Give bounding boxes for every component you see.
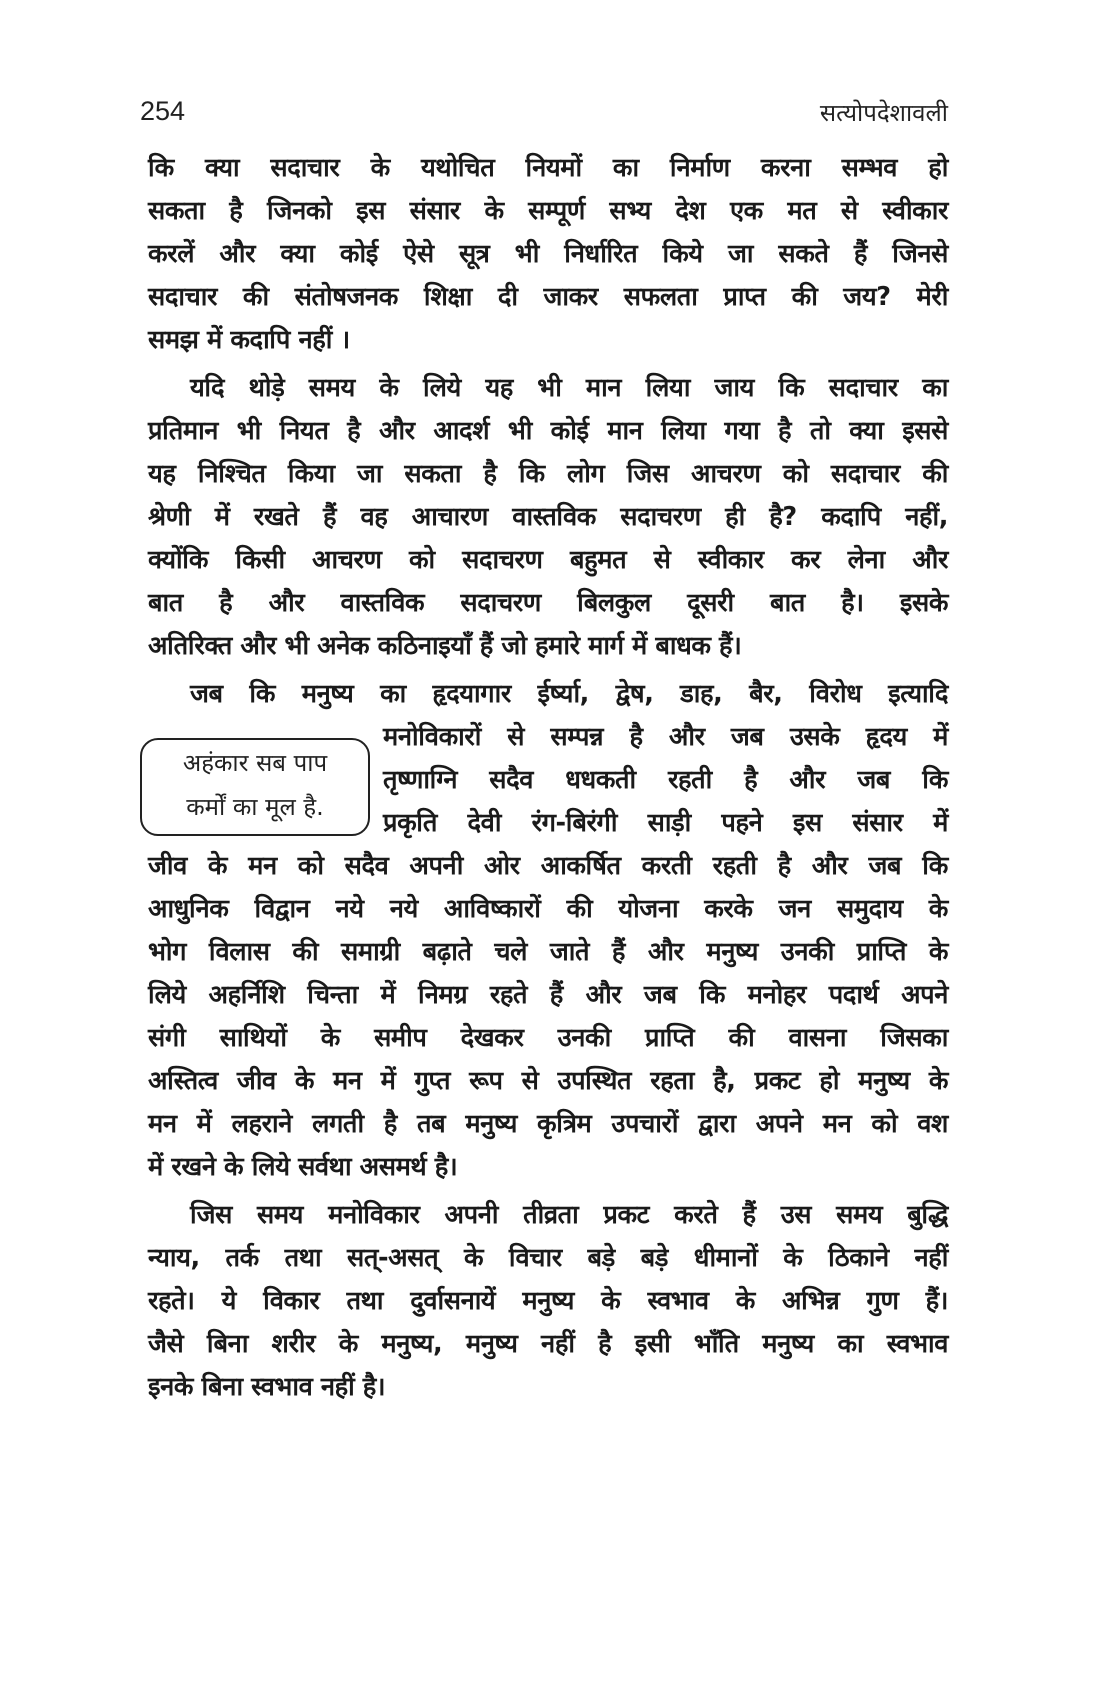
text-line: क्योंकि किसी आचरण को सदाचरण बहुमत से स्वीकार कर लेना और [148, 545, 948, 575]
text-line: आधुनिक विद्वान नये नये आविष्कारों की योजना करके जन समुदाय के [148, 894, 948, 924]
text-line: मनोविकारों से सम्पन्न है और जब उसके हृदय में [383, 722, 948, 752]
text-line: तृष्णाग्नि सदैव धधकती रहती है और जब कि [383, 765, 948, 795]
text-line: श्रेणी में रखते हैं वह आचारण वास्तविक सदाचरण ही है? कदापि नहीं, [148, 502, 948, 532]
text-line: समझ में कदापि नहीं । [148, 325, 350, 355]
text-line: भोग विलास की समाग्री बढ़ाते चले जाते हैं और मनुष्य उनकी प्राप्ति के [148, 937, 948, 967]
text-line: यदि थोड़े समय के लिये यह भी मान लिया जाय कि सदाचार का [190, 373, 948, 403]
text-line: जैसे बिना शरीर के मनुष्य, मनुष्य नहीं है इसी भाँति मनुष्य का स्वभाव [148, 1329, 948, 1359]
text-line: करलें और क्या कोई ऐसे सूत्र भी निर्धारित किये जा सकते हैं जिनसे [148, 239, 948, 269]
text-line: अस्तित्व जीव के मन में गुप्त रूप से उपस्थित रहता है, प्रकट हो मनुष्य के [148, 1066, 948, 1096]
margin-callout-box [140, 738, 370, 836]
text-line: बात है और वास्तविक सदाचरण बिलकुल दूसरी बात है। इसके [148, 588, 948, 618]
page-number: 254 [140, 96, 186, 126]
text-line: में रखने के लिये सर्वथा असमर्थ है। [148, 1152, 458, 1182]
text-line: जब कि मनुष्य का हृदयागार ईर्ष्या, द्वेष, डाह, बैर, विरोध इत्यादि [190, 679, 948, 709]
text-line: प्रकृति देवी रंग-बिरंगी साड़ी पहने इस संसार में [383, 808, 948, 838]
text-line: सदाचार की संतोषजनक शिक्षा दी जाकर सफलता प्राप्त की जय? मेरी [148, 282, 948, 312]
text-line: न्याय, तर्क तथा सत्-असत् के विचार बड़े बड़े धीमानों के ठिकाने नहीं [148, 1243, 948, 1273]
text-line: कि क्या सदाचार के यथोचित नियमों का निर्माण करना सम्भव हो [148, 153, 948, 183]
text-line: मन में लहराने लगती है तब मनुष्य कृत्रिम उपचारों द्वारा अपने मन को वश [148, 1109, 948, 1139]
text-line: जीव के मन को सदैव अपनी ओर आकर्षित करती रहती है और जब कि [148, 851, 948, 881]
callout-line: कर्मों का मूल है. [186, 793, 324, 821]
text-line: यह निश्चित किया जा सकता है कि लोग जिस आचरण को सदाचार की [148, 459, 948, 489]
text-line: संगी साथियों के समीप देखकर उनकी प्राप्ति की वासना जिसका [148, 1023, 948, 1053]
text-line: प्रतिमान भी नियत है और आदर्श भी कोई मान लिया गया है तो क्या इससे [148, 416, 948, 446]
callout-line: अहंकार सब पाप [182, 749, 328, 777]
text-line: अतिरिक्त और भी अनेक कठिनाइयाँ हैं जो हमारे मार्ग में बाधक हैं। [148, 631, 742, 661]
running-title: सत्योपदेशावली [819, 99, 948, 127]
text-line: लिये अहर्निशि चिन्ता में निमग्र रहते हैं और जब कि मनोहर पदार्थ अपने [148, 980, 948, 1010]
page-header [140, 96, 948, 136]
text-line: इनके बिना स्वभाव नहीं है। [148, 1372, 386, 1402]
text-line: जिस समय मनोविकार अपनी तीव्रता प्रकट करते हैं उस समय बुद्धि [190, 1200, 948, 1230]
text-line: रहते। ये विकार तथा दुर्वासनायें मनुष्य के स्वभाव के अभिन्न गुण हैं। [148, 1286, 948, 1316]
text-line: सकता है जिनको इस संसार के सम्पूर्ण सभ्य देश एक मत से स्वीकार [148, 196, 948, 226]
